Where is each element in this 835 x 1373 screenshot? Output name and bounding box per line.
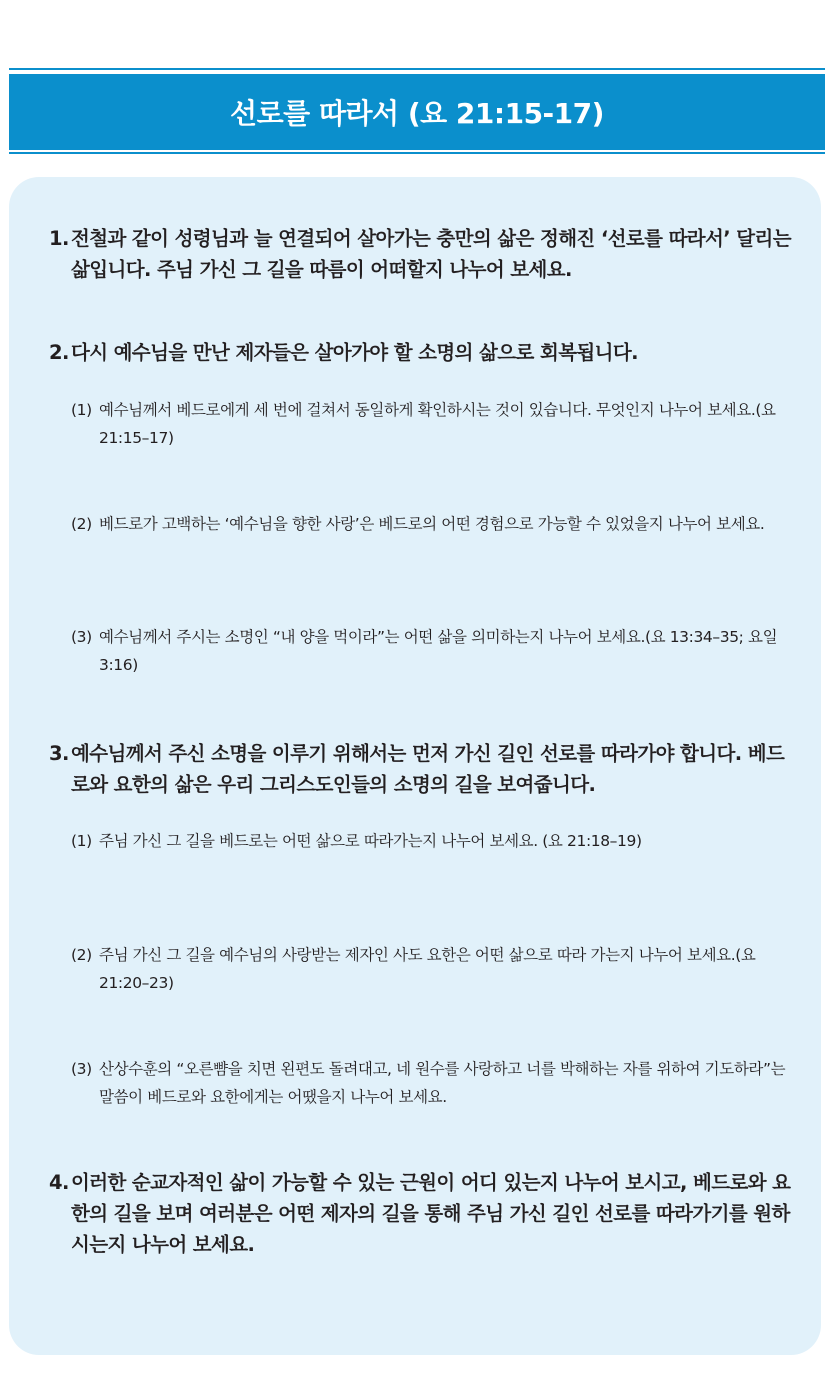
sub-question-number: (2) xyxy=(71,515,92,533)
header-top-rule xyxy=(9,68,825,70)
sub-question-number: (3) xyxy=(71,628,92,646)
sub-question-2-3 xyxy=(71,623,791,679)
sub-question-3-3 xyxy=(71,1055,791,1111)
header xyxy=(9,68,825,154)
sub-question-2-2 xyxy=(71,510,791,538)
sub-question-text: 주님 가신 그 길을 베드로는 어떤 삶으로 따라가는지 나누어 보세요. (요 21:18–19) xyxy=(99,832,642,850)
header-band xyxy=(9,74,825,150)
question-number: 2. xyxy=(49,341,69,364)
sub-question-3-1 xyxy=(71,827,791,855)
question-text: 전철과 같이 성령님과 늘 연결되어 살아가는 충만의 삶은 정해진 ‘선로를 따라서’ 달리는 삶입니다. 주님 가신 그 길을 따름이 어떠할지 나누어 보세요. xyxy=(71,227,791,281)
question-number: 4. xyxy=(49,1171,69,1194)
question-text: 이러한 순교자적인 삶이 가능할 수 있는 근원이 어디 있는지 나누어 보시고, 베드로와 요한의 길을 보며 여러분은 어떤 제자의 길을 통해 주님 가신 길인 선로를 따라가기를 원하시는지 나누어 보세요. xyxy=(71,1171,791,1256)
question-4 xyxy=(49,1167,799,1260)
sub-question-text: 예수님께서 베드로에게 세 번에 걸쳐서 동일하게 확인하시는 것이 있습니다. 무엇인지 나누어 보세요.(요 21:15–17) xyxy=(99,401,776,447)
question-1 xyxy=(49,223,799,285)
sub-question-number: (1) xyxy=(71,401,92,419)
question-text: 예수님께서 주신 소명을 이루기 위해서는 먼저 가신 길인 선로를 따라가야 합니다. 베드로와 요한의 삶은 우리 그리스도인들의 소명의 길을 보여줍니다. xyxy=(71,742,785,796)
sub-question-text: 산상수훈의 “오른뺨을 치면 왼편도 돌려대고, 네 원수를 사랑하고 너를 박해하는 자를 위하여 기도하라”는 말씀이 베드로와 요한에게는 어땠을지 나누어 보세요. xyxy=(99,1060,786,1106)
question-number: 3. xyxy=(49,742,69,765)
question-2 xyxy=(49,337,799,368)
sub-question-text: 예수님께서 주시는 소명인 “내 양을 먹이라”는 어떤 삶을 의미하는지 나누어 보세요.(요 13:34–35; 요일 3:16) xyxy=(99,628,778,674)
sub-question-number: (3) xyxy=(71,1060,92,1078)
sub-question-2-1 xyxy=(71,396,791,452)
question-number: 1. xyxy=(49,227,69,250)
questions-panel xyxy=(9,177,821,1355)
question-3 xyxy=(49,738,799,800)
header-bottom-rule xyxy=(9,152,825,154)
page-title: 선로를 따라서 (요 21:15-17) xyxy=(230,97,604,130)
sub-question-text: 베드로가 고백하는 ‘예수님을 향한 사랑’은 베드로의 어떤 경험으로 가능할 수 있었을지 나누어 보세요. xyxy=(99,515,765,533)
sub-question-number: (1) xyxy=(71,832,92,850)
sub-question-3-2 xyxy=(71,941,791,997)
sub-question-number: (2) xyxy=(71,946,92,964)
question-text: 다시 예수님을 만난 제자들은 살아가야 할 소명의 삶으로 회복됩니다. xyxy=(71,341,638,364)
sub-question-text: 주님 가신 그 길을 예수님의 사랑받는 제자인 사도 요한은 어떤 삶으로 따라 가는지 나누어 보세요.(요 21:20–23) xyxy=(99,946,756,992)
